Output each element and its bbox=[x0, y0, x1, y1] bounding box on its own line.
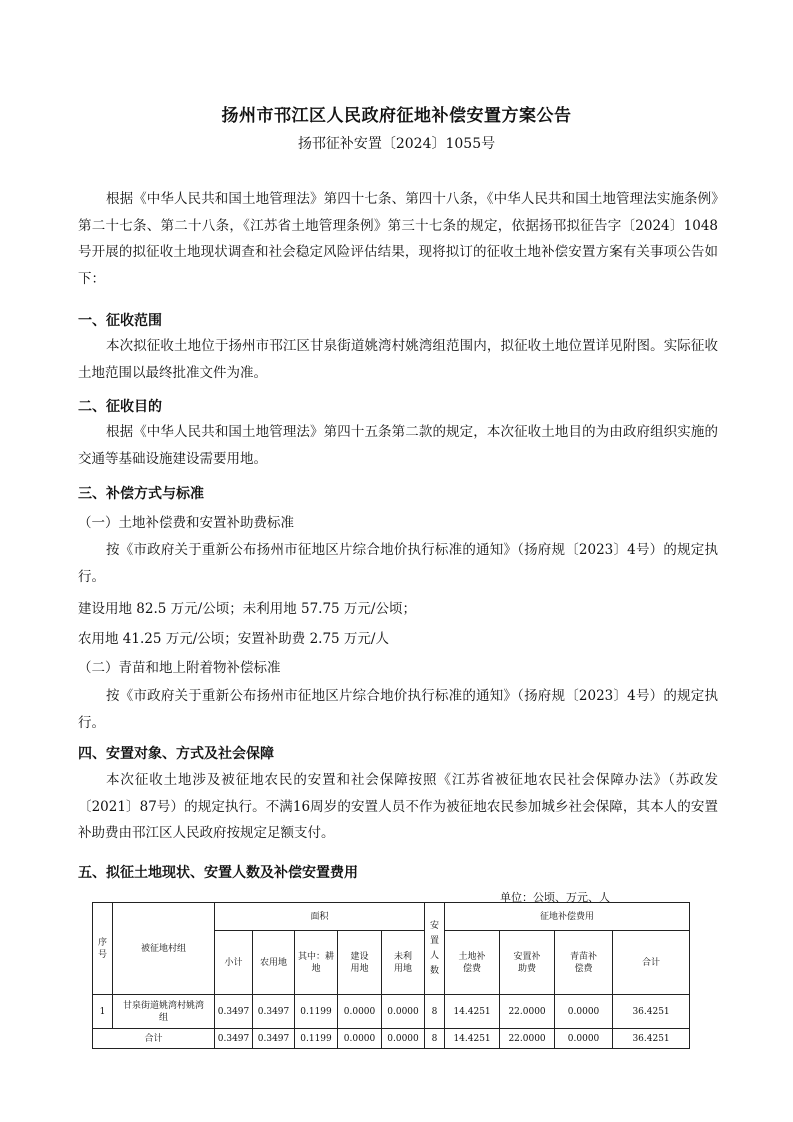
cell-total: 36.4251 bbox=[613, 995, 690, 1029]
sum-farmland: 0.3497 bbox=[253, 1029, 295, 1049]
header-seq: 序号 bbox=[93, 903, 113, 995]
cell-resettle: 22.0000 bbox=[500, 995, 555, 1029]
section-3-rate-line-1: 建设用地 82.5 万元/公顷；未利用地 57.75 万元/公顷； bbox=[78, 601, 416, 617]
document-number: 扬邗征补安置〔2024〕1055号 bbox=[297, 136, 496, 152]
sum-land-comp: 14.4251 bbox=[445, 1029, 500, 1049]
sum-cultivated: 0.1199 bbox=[295, 1029, 338, 1049]
document-title: 扬州市邗江区人民政府征地补偿安置方案公告 bbox=[221, 106, 572, 126]
cell-people: 8 bbox=[425, 995, 445, 1029]
cell-subtotal: 0.3497 bbox=[215, 995, 253, 1029]
compensation-table bbox=[92, 902, 690, 1049]
section-4-heading: 四、安置对象、方式及社会保障 bbox=[78, 746, 274, 762]
section-5-heading: 五、拟征土地现状、安置人数及补偿安置费用 bbox=[78, 865, 358, 881]
table-unit-note: 单位：公顷、万元、人 bbox=[500, 891, 610, 904]
header-village: 被征地村组 bbox=[113, 903, 215, 995]
header-fees: 征地补偿费用 bbox=[445, 903, 690, 931]
sum-crops: 0.0000 bbox=[555, 1029, 613, 1049]
cell-village: 甘泉街道姚湾村姚湾组 bbox=[113, 995, 215, 1029]
cell-crops: 0.0000 bbox=[555, 995, 613, 1029]
section-3-heading: 三、补偿方式与标准 bbox=[78, 486, 204, 502]
sum-label: 合计 bbox=[93, 1029, 215, 1049]
cell-land-comp: 14.4251 bbox=[445, 995, 500, 1029]
header-resettle: 安置补助费 bbox=[500, 931, 555, 995]
cell-construction: 0.0000 bbox=[338, 995, 382, 1029]
header-cultivated: 其中：耕地 bbox=[295, 931, 338, 995]
header-unused: 未利用地 bbox=[382, 931, 425, 995]
table-row bbox=[93, 995, 690, 1029]
sum-people: 8 bbox=[425, 1029, 445, 1049]
header-land-comp: 土地补偿费 bbox=[445, 931, 500, 995]
header-people: 安置人数 bbox=[425, 903, 445, 995]
section-3-rate-line-2: 农用地 41.25 万元/公顷；安置补助费 2.75 万元/人 bbox=[78, 631, 389, 647]
table-sum-row bbox=[93, 1029, 690, 1049]
header-crops: 青苗补偿费 bbox=[555, 931, 613, 995]
sum-construction: 0.0000 bbox=[338, 1029, 382, 1049]
section-2-text: 根据《中华人民共和国土地管理法》第四十五条第二款的规定，本次征收土地目的为由政府组织实施的交通等基础设施建设需要用地。 bbox=[78, 424, 718, 467]
intro-paragraph: 根据《中华人民共和国土地管理法》第四十七条、第四十八条，《中华人民共和国土地管理法实施条例》第二十七条、第二十八条，《江苏省土地管理条例》第三十七条的规定，依据扬邗拟征告字〔2024〕1048号开展的拟征收土地现状调查和社会稳定风险评估结果，现将拟订的征收土地补偿安置方案有关事项公告如下： bbox=[78, 191, 718, 287]
section-2-heading: 二、征收目的 bbox=[78, 399, 162, 415]
section-1-heading: 一、征收范围 bbox=[78, 313, 162, 329]
section-1-text: 本次拟征收土地位于扬州市邗江区甘泉街道姚湾村姚湾组范围内，拟征收土地位置详见附图。实际征收土地范围以最终批准文件为准。 bbox=[78, 338, 718, 381]
section-3-sub1-text: 按《市政府关于重新公布扬州市征地区片综合地价执行标准的通知》（扬府规〔2023〕4号）的规定执行。 bbox=[78, 542, 718, 585]
header-area: 面积 bbox=[215, 903, 425, 931]
cell-farmland: 0.3497 bbox=[253, 995, 295, 1029]
header-subtotal: 小计 bbox=[215, 931, 253, 995]
cell-seq: 1 bbox=[93, 995, 113, 1029]
cell-unused: 0.0000 bbox=[382, 995, 425, 1029]
header-total: 合计 bbox=[613, 931, 690, 995]
sum-resettle: 22.0000 bbox=[500, 1029, 555, 1049]
sum-subtotal: 0.3497 bbox=[215, 1029, 253, 1049]
cell-cultivated: 0.1199 bbox=[295, 995, 338, 1029]
header-farmland: 农用地 bbox=[253, 931, 295, 995]
sum-unused: 0.0000 bbox=[382, 1029, 425, 1049]
sum-total: 36.4251 bbox=[613, 1029, 690, 1049]
header-construction: 建设用地 bbox=[338, 931, 382, 995]
section-3-sub2-text: 按《市政府关于重新公布扬州市征地区片综合地价执行标准的通知》（扬府规〔2023〕4号）的规定执行。 bbox=[78, 688, 718, 731]
section-4-text: 本次征收土地涉及被征地农民的安置和社会保障按照《江苏省被征地农民社会保障办法》（苏政发〔2021〕87号）的规定执行。不满16周岁的安置人员不作为被征地农民参加城乡社会保障，其本人的安置补助费由邗江区人民政府按规定足额支付。 bbox=[78, 772, 718, 841]
section-3-sub1: （一）土地补偿费和安置补助费标准 bbox=[78, 515, 294, 531]
section-3-sub2: （二）青苗和地上附着物补偿标准 bbox=[78, 660, 281, 676]
